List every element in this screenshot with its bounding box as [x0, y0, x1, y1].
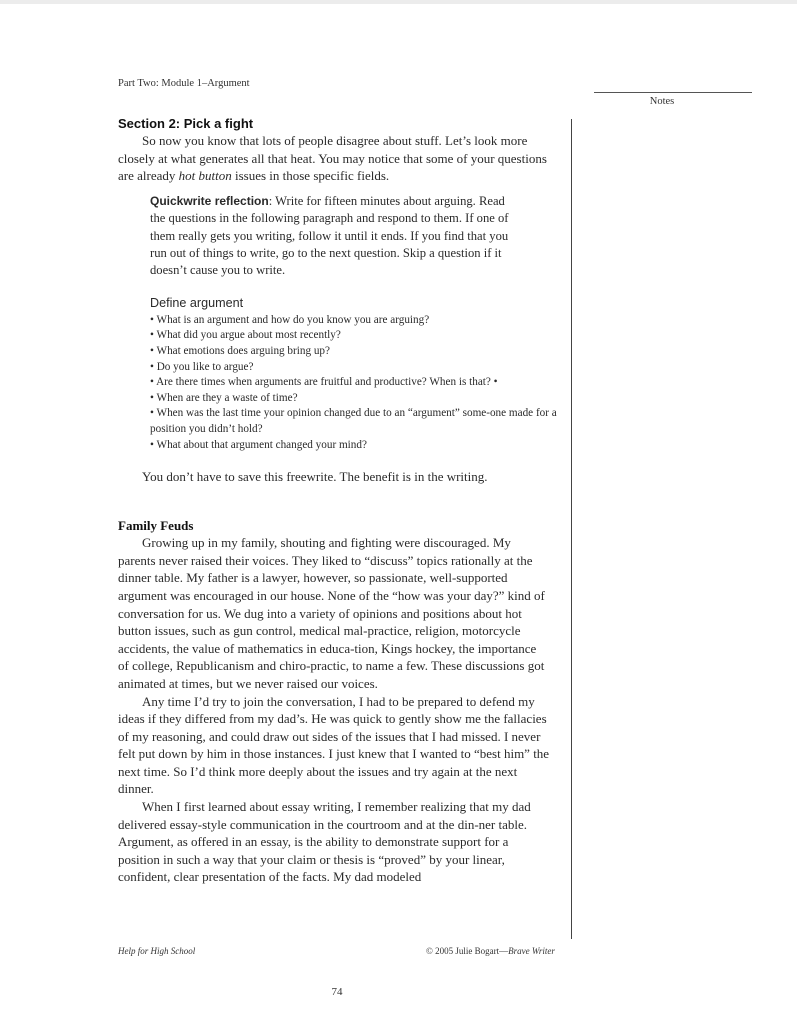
footer-brand: Brave Writer: [508, 946, 555, 956]
intro-text-after: issues in those specific fields.: [231, 168, 390, 184]
question-list: [150, 313, 560, 453]
intro-text-before: So now you know that lots of people disagree about stuff. Let’s look more closely at what generates all that heat. You may notice that some of your questions are already: [118, 133, 547, 184]
family-feuds-paragraph: Any time I’d try to join the conversation, I had to be prepared to defend my ideas if they differed from my dad’s. He was quick to gently show me the fallacies of my reasoning, and could draw out sides of the issues that I had missed. I never felt put down by him in those instances. I just knew that I wanted to “best him” the next time. So I’d think more deeply about the issues and try again at the next dinner.: [118, 693, 550, 797]
list-item: • Do you like to argue?: [150, 360, 254, 373]
main-text-column: [118, 115, 557, 886]
footer-copyright-text: © 2005 Julie Bogart—: [426, 946, 509, 956]
quickwrite-text: : Write for fifteen minutes about arguing. Read the questions in the following paragraph and respond to them. If one of them really gets you writing, follow it until it ends. If you find that you run out of things to write, go to the next question. Skip a question if it doesn’t cause you to write.: [150, 193, 509, 278]
list-item: • What did you argue about most recently?: [150, 329, 341, 342]
define-argument-heading: Define argument: [150, 295, 244, 310]
family-feuds-paragraph: Growing up in my family, shouting and fighting were discouraged. My parents never raised their voices. They liked to “discuss” topics rationally at the dinner table. My father is a lawyer, however, so passionate, well-supported argument was encouraged in our house. None of the “how was your day?” kind of conversation for us. We dug into a variety of opinions and positions about hot button issues, such as gun control, medical mal-practice, religion, motorcycle accidents, the value of mathematics in educa-tion, Kings hockey, the importance of college, Republicanism and chiro-practic, to name a few. These discussions got animated at times, but we never raised our voices.: [118, 535, 545, 691]
list-item: • Are there times when arguments are fruitful and productive? When is that? •: [150, 376, 498, 389]
quickwrite-block: [118, 193, 557, 453]
list-item: • When was the last time your opinion changed due to an “argument” some-one made for a position you didn’t hold?: [150, 407, 557, 435]
list-item: • What emotions does arguing bring up?: [150, 345, 330, 357]
page-number: 74: [331, 986, 343, 998]
quickwrite-paragraph: [150, 193, 515, 280]
notes-label: Notes: [649, 96, 675, 107]
family-feuds-heading: Family Feuds: [118, 518, 194, 534]
family-feuds-paragraph: When I first learned about essay writing, I remember realizing that my dad delivered essay-style communication in the courtroom and at the din-ner table. Argument, as offered in an essay, is the ability to demonstrate support for a position in such a way that your claim or thesis is “proved” by your linear, confident, clear presentation of the facts. My dad modeled: [118, 799, 531, 885]
notes-rule: [594, 92, 752, 93]
list-item: • What about that argument changed your mind?: [150, 438, 367, 451]
section-title: Section 2: Pick a fight: [118, 116, 254, 131]
running-head: Part Two: Module 1–Argument: [118, 78, 250, 89]
viewer-top-bar: [0, 0, 797, 4]
footer-book-title: Help for High School: [118, 946, 196, 956]
closing-note: You don’t have to save this freewrite. The benefit is in the writing.: [142, 469, 488, 485]
notes-column-divider: [571, 119, 572, 939]
intro-emphasis: hot button: [178, 168, 232, 184]
footer-copyright: [426, 946, 555, 956]
quickwrite-lead: Quickwrite reflection: [150, 193, 269, 208]
list-item: • What is an argument and how do you know you are arguing?: [150, 313, 430, 326]
section-intro: [118, 132, 550, 185]
list-item: • When are they a waste of time?: [150, 391, 298, 404]
